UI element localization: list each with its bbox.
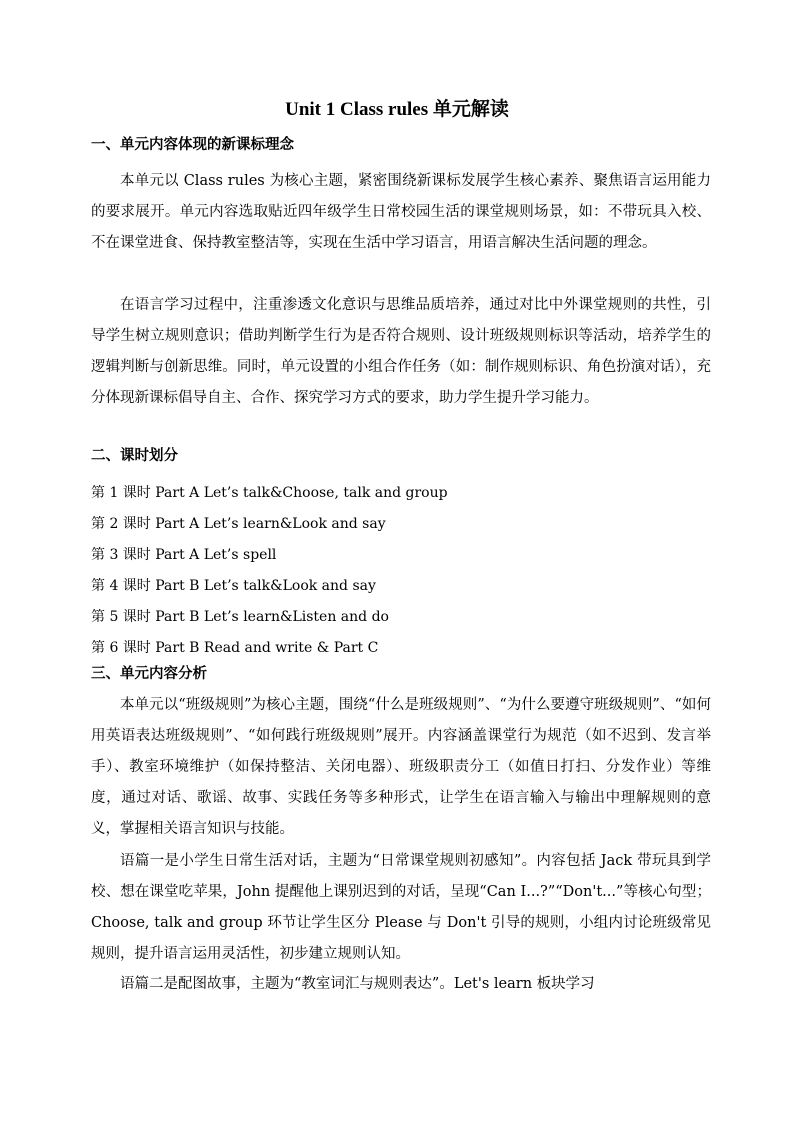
lesson-item-1: 第 1 课时 Part A Let’s talk&Choose, talk and group [91, 485, 448, 501]
paragraph-analysis-2: 语篇一是小学生日常生活对话，主题为“日常课堂规则初感知”。内容包括 Jack 带玩具到学校、想在课堂吃苹果，John 提醒他上课别迟到的对话，呈现“Can I...?”“Don't...”等核心句型；Choose, talk and group 环节让学生区分 Please 与 Don't 引导的规则，小组内讨论班级常见规则，提升语言运用灵活性，初步建立规则认知。 [91, 853, 711, 962]
section-heading-concept: 一、单元内容体现的新课标理念 [91, 136, 294, 153]
paragraph-concept-2: 在语言学习过程中，注重渗透文化意识与思维品质培养，通过对比中外课堂规则的共性，引导学生树立规则意识；借助判断学生行为是否符合规则、设计班级规则标识等活动，培养学生的逻辑判断与创新思维。同时，单元设置的小组合作任务（如：制作规则标识、角色扮演对话），充分体现新课标倡导自主、合作、探究学习方式的要求，助力学生提升学习能力。 [91, 297, 711, 406]
lesson-list [91, 478, 448, 664]
lesson-item-3: 第 3 课时 Part A Let’s spell [91, 547, 277, 563]
paragraph-analysis-1: 本单元以“班级规则”为核心主题，围绕“什么是班级规则”、“为什么要遵守班级规则”、“如何用英语表达班级规则”、“如何践行班级规则”展开。内容涵盖课堂行为规范（如不迟到、发言举手）、教室环境维护（如保持整洁、关闭电器）、班级职责分工（如值日打扫、分发作业）等维度，通过对话、歌谣、故事、实践任务等多种形式，让学生在语言输入与输出中理解规则的意义，掌握相关语言知识与技能。 [91, 697, 711, 837]
paragraph-concept-1: 本单元以 Class rules 为核心主题，紧密围绕新课标发展学生核心素养、聚焦语言运用能力的要求展开。单元内容选取贴近四年级学生日常校园生活的课堂规则场景，如：不带玩具入校、不在课堂进食、保持教室整洁等，实现在生活中学习语言，用语言解决生活问题的理念。 [91, 173, 711, 251]
section-heading-analysis: 三、单元内容分析 [91, 665, 207, 682]
document-title: Unit 1 Class rules 单元解读 [285, 99, 509, 120]
lesson-item-2: 第 2 课时 Part A Let’s learn&Look and say [91, 516, 386, 532]
lesson-item-5: 第 5 课时 Part B Let’s learn&Listen and do [91, 609, 389, 625]
lesson-item-4: 第 4 课时 Part B Let’s talk&Look and say [91, 578, 376, 594]
lesson-item-6: 第 6 课时 Part B Read and write & Part C [91, 640, 379, 656]
section-heading-lessons: 二、课时划分 [91, 447, 178, 464]
paragraph-analysis-3: 语篇二是配图故事，主题为“教室词汇与规则表达”。Let's learn 板块学习 [120, 976, 595, 992]
